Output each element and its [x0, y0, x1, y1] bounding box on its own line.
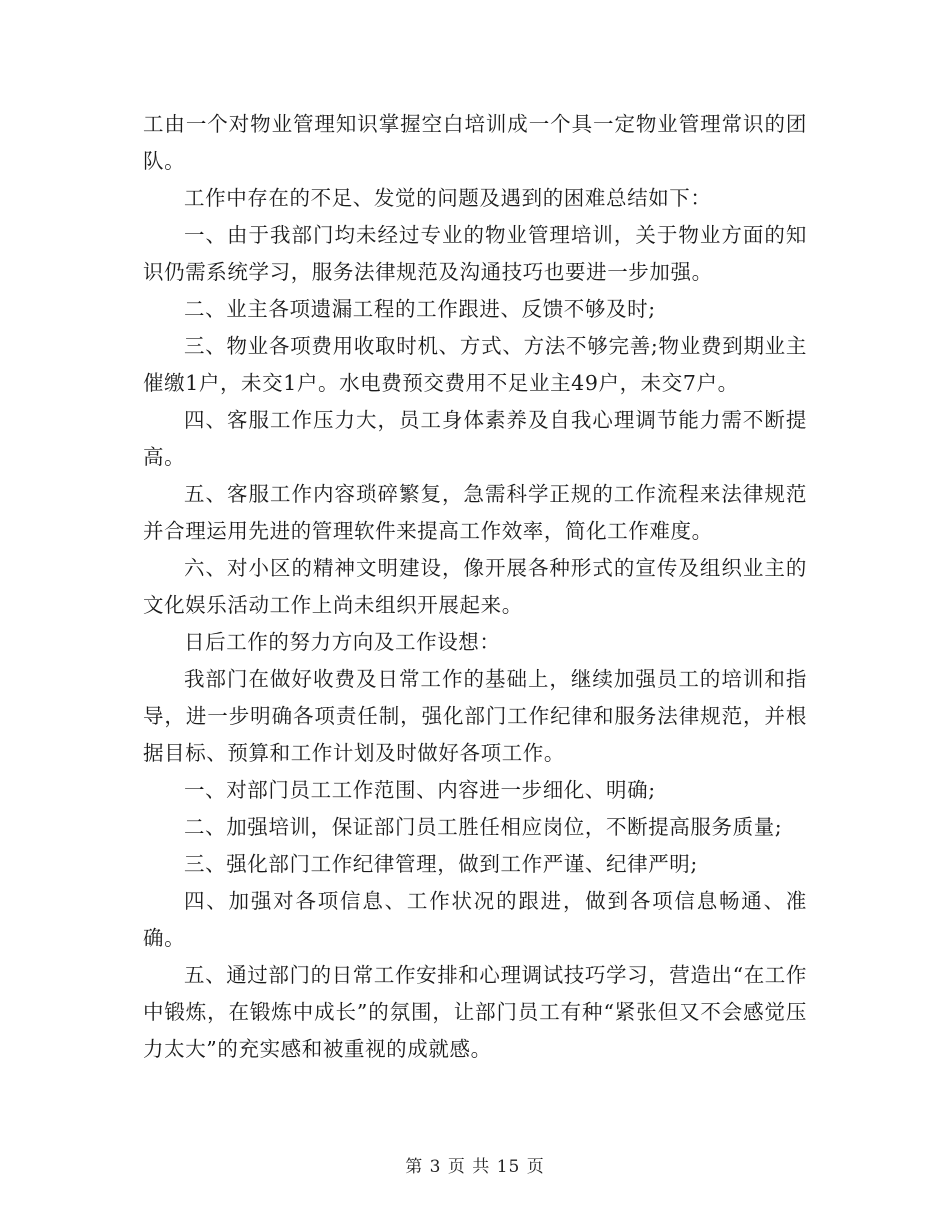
paragraph-10: 我部门在做好收费及日常工作的基础上，继续加强员工的培训和指导，进一步明确各项责任制，强化部门工作纪律和服务法律规范，并根据目标、预算和工作计划及时做好各项工作。	[143, 667, 807, 765]
paragraph-14: 四、加强对各项信息、工作状况的跟进，做到各项信息畅通、准确。	[143, 889, 807, 950]
paragraph-12: 二、加强培训，保证部门员工胜任相应岗位，不断提高服务质量;	[184, 815, 783, 839]
paragraph-9: 日后工作的努力方向及工作设想：	[184, 630, 501, 654]
paragraph-15: 五、通过部门的日常工作安排和心理调试技巧学习，营造出“在工作中锻炼，在锻炼中成长”的氛围，让部门员工有种“紧张但又不会感觉压力太大”的充实感和被重视的成就感。	[143, 963, 807, 1061]
paragraph-11: 一、对部门员工工作范围、内容进一步细化、明确;	[184, 778, 656, 802]
paragraph-8: 六、对小区的精神文明建设，像开展各种形式的宣传及组织业主的文化娱乐活动工作上尚未组织开展起来。	[143, 556, 807, 617]
paragraph-4: 二、业主各项遗漏工程的工作跟进、反馈不够及时;	[184, 297, 656, 321]
paragraph-5: 三、物业各项费用收取时机、方式、方法不够完善;物业费到期业主催缴1户，未交1户。水电费预交费用不足业主49户，未交7户。	[143, 334, 807, 395]
paragraph-3: 一、由于我部门均未经过专业的物业管理培训，关于物业方面的知识仍需系统学习，服务法律规范及沟通技巧也要进一步加强。	[143, 223, 807, 284]
paragraph-6: 四、客服工作压力大，员工身体素养及自我心理调节能力需不断提高。	[143, 408, 807, 469]
paragraph-1: 工由一个对物业管理知识掌握空白培训成一个具一定物业管理常识的团队。	[143, 112, 807, 173]
document-body	[143, 106, 807, 1068]
paragraph-7: 五、客服工作内容琐碎繁复，急需科学正规的工作流程来法律规范并合理运用先进的管理软件来提高工作效率，简化工作难度。	[143, 482, 807, 543]
paragraph-13: 三、强化部门工作纪律管理，做到工作严谨、纪律严明;	[184, 852, 698, 876]
paragraph-2: 工作中存在的不足、发觉的问题及遇到的困难总结如下：	[184, 186, 712, 210]
page-number-footer: 第 3 页 共 15 页	[405, 1157, 545, 1177]
